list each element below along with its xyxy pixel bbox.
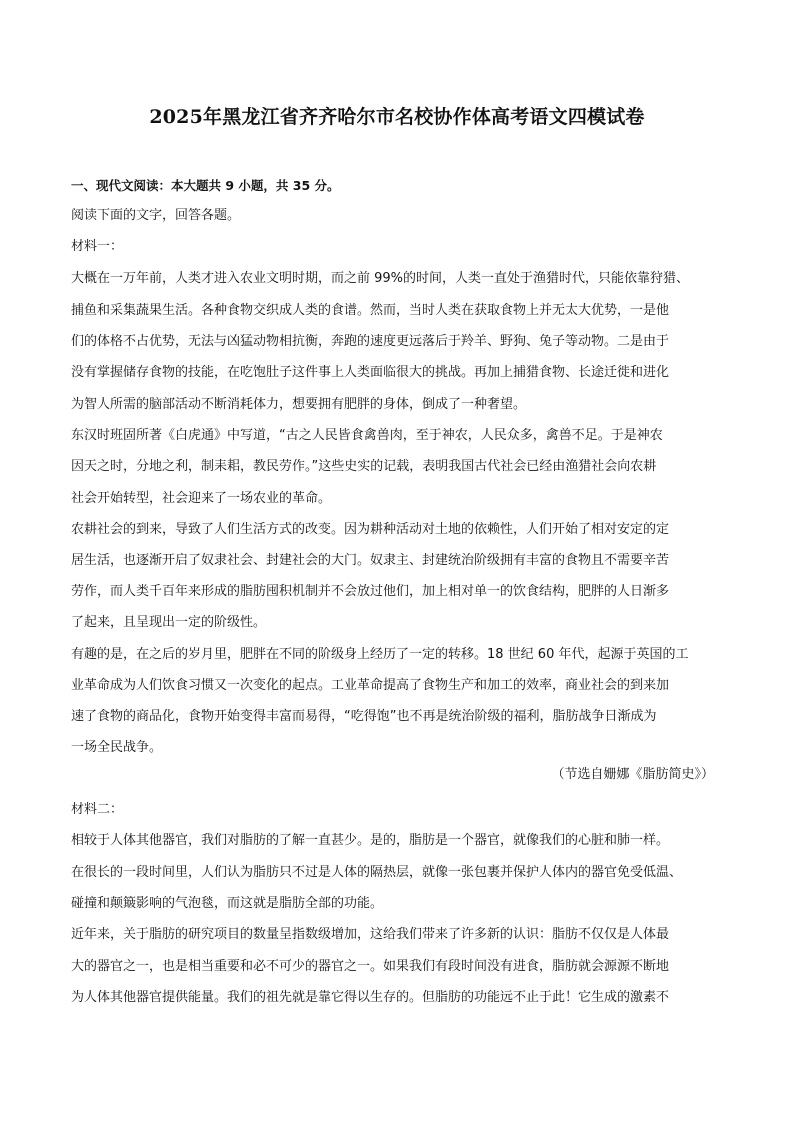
material-one-text-line: 因天之时，分地之利，制耒耜，教民劳作。”这些史实的记载，表明我国古代社会已经由渔猎社会向农耕 — [71, 459, 657, 474]
material-one-text-line: 捕鱼和采集蔬果生活。各种食物交织成人类的食谱。然而，当时人类在获取食物上并无太大优势，一是他 — [71, 303, 670, 318]
material-one-text-line: 速了食物的商品化，食物开始变得丰富而易得，“吃得饱”也不再是统治阶级的福利，脂肪战争日渐成为 — [71, 709, 657, 724]
material-two-text-line: 大的器官之一，也是相当重要和必不可少的器官之一。如果我们有段时间没有进食，脂肪就会源源不断地 — [71, 959, 670, 974]
material-one-source: （节选自姗娜《脂肪简史》） — [551, 767, 714, 782]
material-one-text-line: 没有掌握储存食物的技能，在吃饱肚子这件事上人类面临很大的挑战。再加上捕猎食物、长途迁徙和进化 — [71, 365, 670, 380]
material-two-text-line: 近年来，关于脂肪的研究项目的数量呈指数级增加，这给我们带来了许多新的认识：脂肪不仅仅是人体最 — [71, 927, 670, 942]
material-one-text-line: 们的体格不占优势，无法与凶猛动物相抗衡，奔跑的速度更远落后于羚羊、野狗、兔子等动物。二是由于 — [71, 334, 670, 349]
material-one-text-line: 农耕社会的到来，导致了人们生活方式的改变。因为耕种活动对土地的依赖性，人们开始了相对安定的定 — [71, 522, 670, 537]
material-one-text-line: 东汉时班固所著《白虎通》中写道，“古之人民皆食禽兽肉，至于神农，人民众多，禽兽不足。于是神农 — [71, 428, 663, 443]
material-one-text-line: 大概在一万年前，人类才进入农业文明时期，而之前 99%的时间，人类一直处于渔猎时代，只能依靠狩猎、 — [71, 271, 690, 286]
material-two-text-line: 为人体其他器官提供能量。我们的祖先就是靠它得以生存的。但脂肪的功能远不止于此！它生成的激素不 — [71, 990, 670, 1005]
document-title: 2025年黑龙江省齐齐哈尔市名校协作体高考语文四模试卷 — [149, 106, 645, 128]
material-one-label: 材料一： — [71, 239, 124, 254]
material-one-text-line: 有趣的是，在之后的岁月里，肥胖在不同的阶级身上经历了一定的转移。18 世纪 60 年代，起源于英国的工 — [71, 647, 689, 662]
reading-instruction: 阅读下面的文字，回答各题。 — [71, 208, 241, 223]
material-one-text-line: 了起来，且呈现出一定的阶级性。 — [71, 615, 267, 630]
material-one-text-line: 业革命成为人们饮食习惯又一次变化的起点。工业革命提高了食物生产和加工的效率，商业社会的到来加 — [71, 678, 670, 693]
material-one-text-line: 为智人所需的脑部活动不断消耗体力，想要拥有肥胖的身体，倒成了一种奢望。 — [71, 397, 527, 412]
material-two-label: 材料二： — [71, 802, 124, 817]
material-two-text-line: 相较于人体其他器官，我们对脂肪的了解一直甚少。是的，脂肪是一个器官，就像我们的心脏和肺一样。 — [71, 833, 670, 848]
material-one-text-line: 居生活，也逐渐开启了奴隶社会、封建社会的大门。奴隶主、封建统治阶级拥有丰富的食物且不需要辛苦 — [71, 553, 670, 568]
material-one-text-line: 劳作，而人类千百年来形成的脂肪囤积机制并不会放过他们，加上相对单一的饮食结构，肥胖的人日渐多 — [71, 584, 670, 599]
material-one-text-line: 一场全民战争。 — [71, 740, 163, 755]
material-one-text-line: 社会开始转型，社会迎来了一场农业的革命。 — [71, 491, 332, 506]
material-two-text-line: 在很长的一段时间里，人们认为脂肪只不过是人体的隔热层，就像一张包裹并保护人体内的器官免受低温、 — [71, 865, 683, 880]
material-two-text-line: 碰撞和颠簸影响的气泡毯，而这就是脂肪全部的功能。 — [71, 896, 384, 911]
section-heading: 一、现代文阅读：本大题共 9 小题，共 35 分。 — [71, 178, 340, 193]
